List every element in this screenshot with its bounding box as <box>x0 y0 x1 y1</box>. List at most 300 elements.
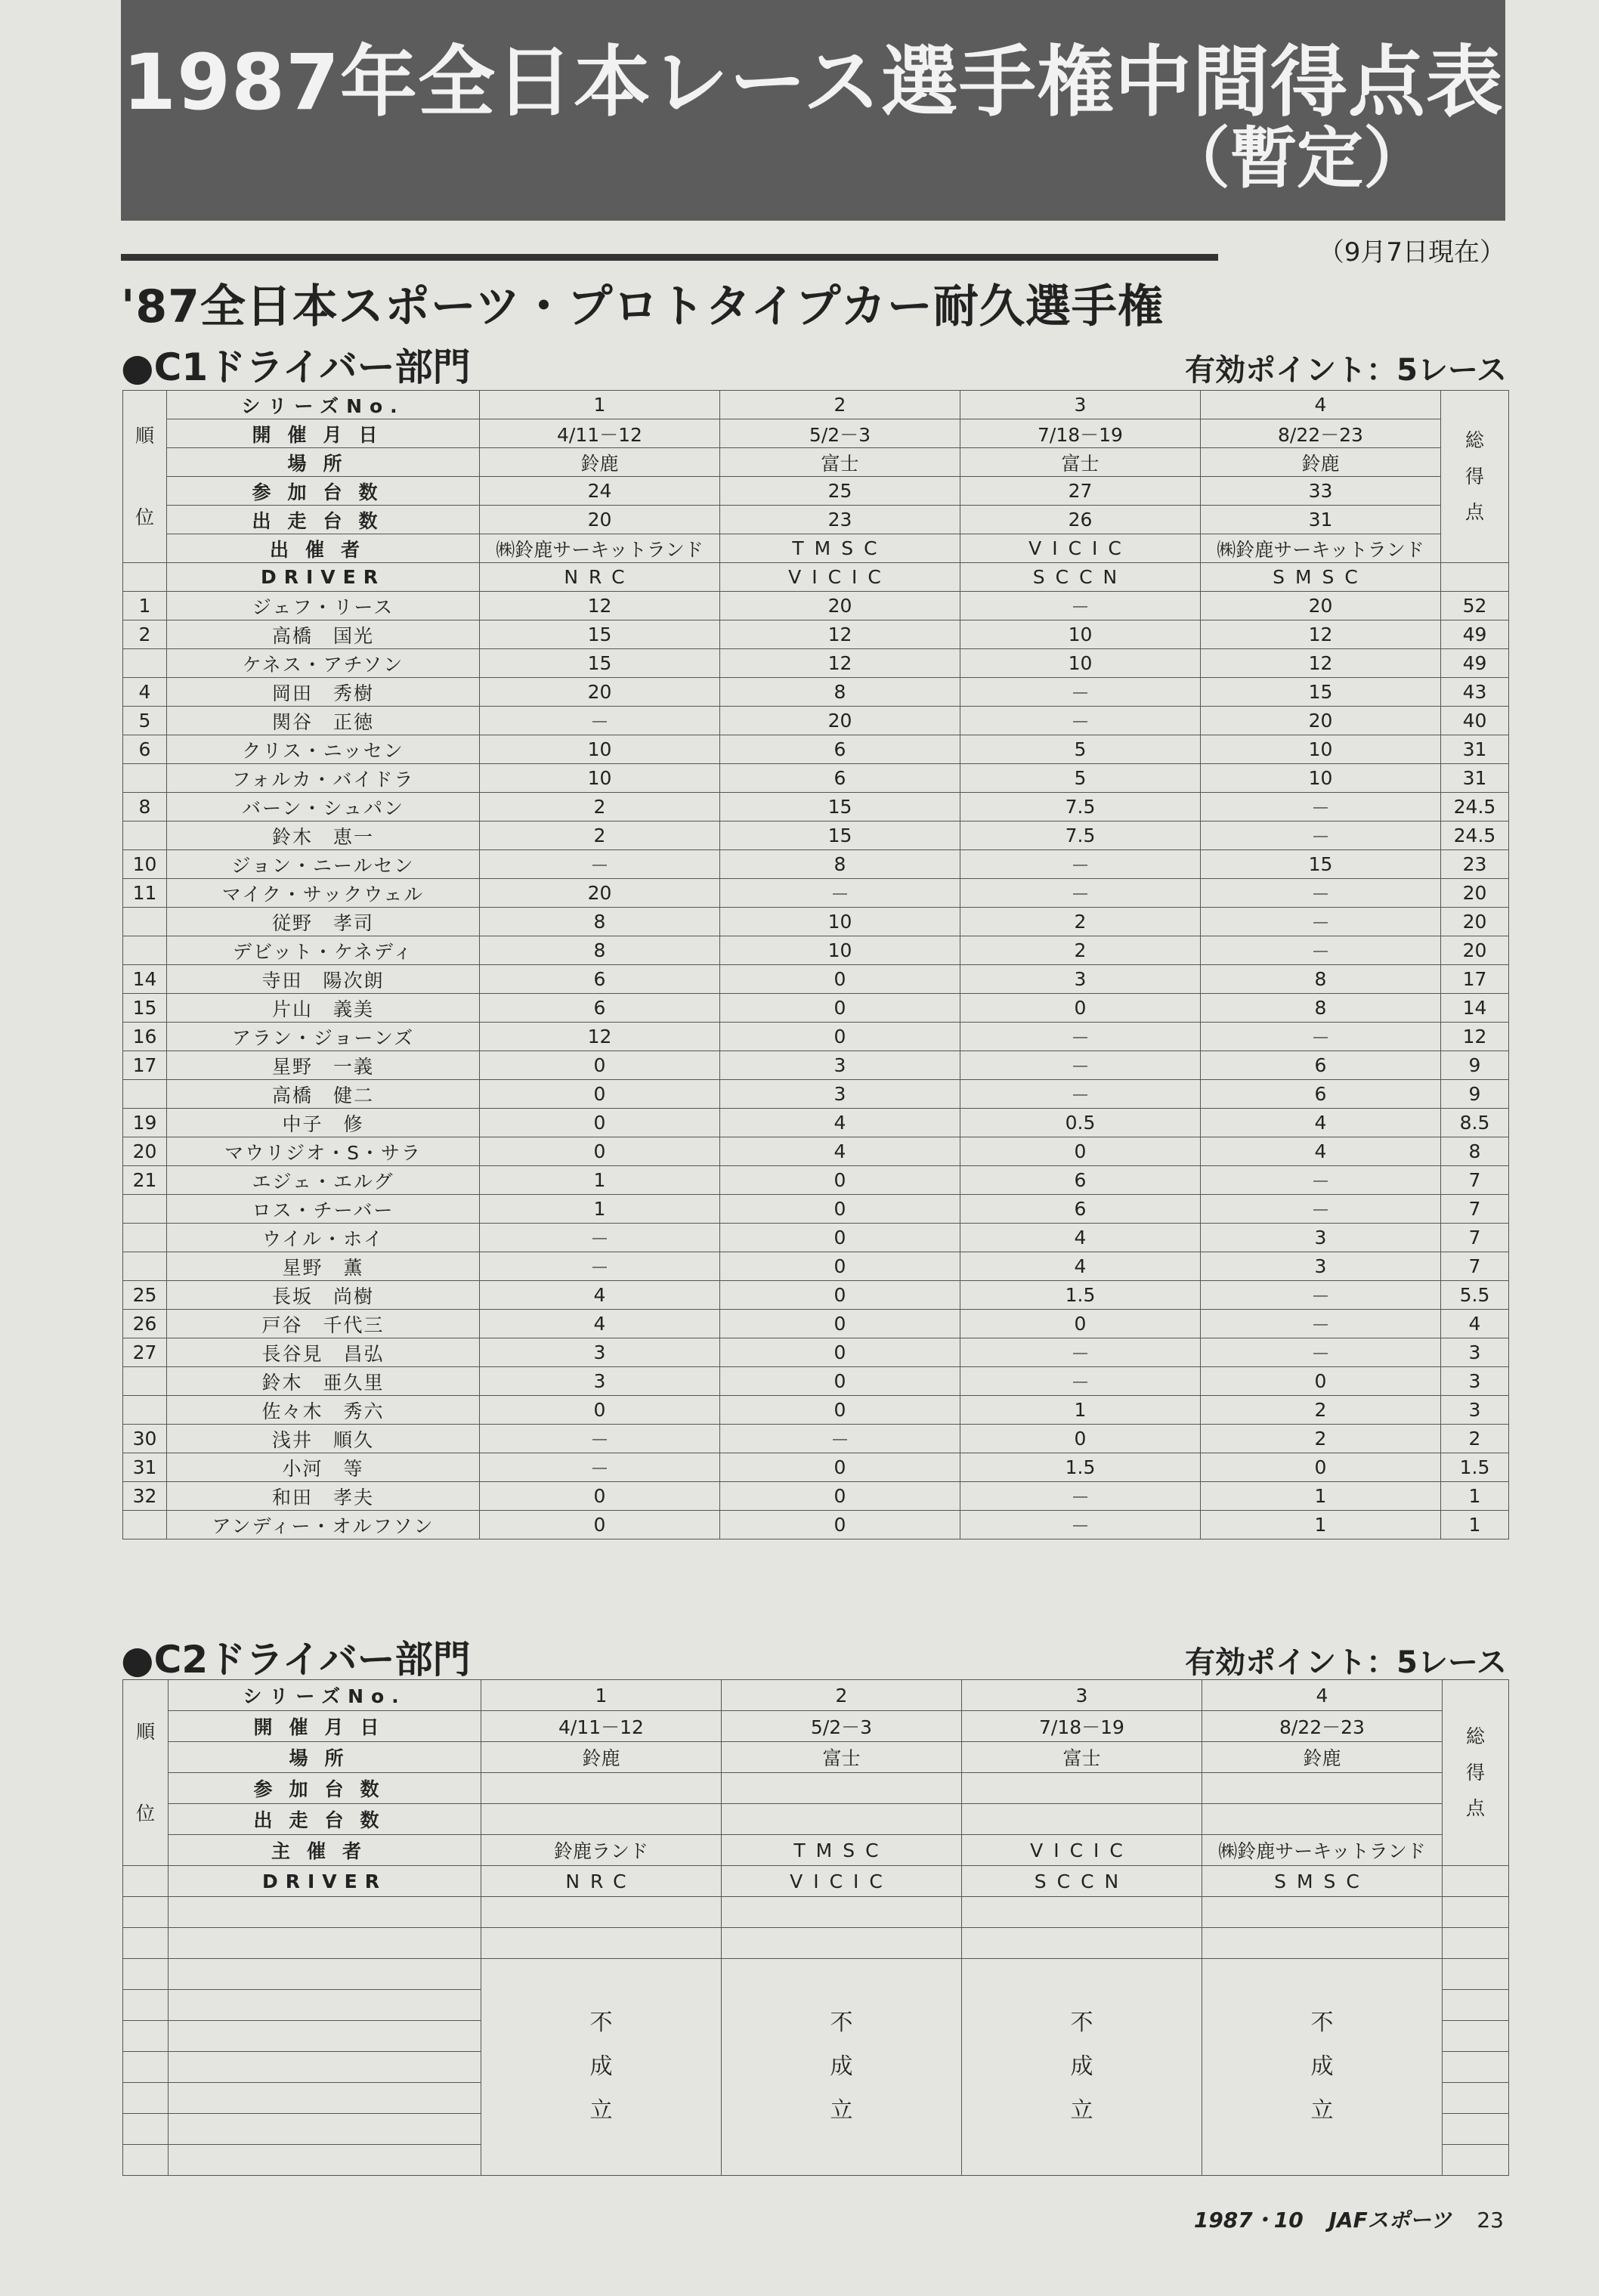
points-race-4: 15 <box>1201 678 1441 707</box>
rank-cell <box>123 2021 169 2052</box>
points-race-3: 1.5 <box>960 1453 1201 1482</box>
total-points: 1.5 <box>1441 1453 1509 1482</box>
points-race-2 <box>722 1928 962 1959</box>
rank-cell: 17 <box>123 1051 167 1080</box>
rank-blank <box>123 1866 169 1897</box>
points-race-1: 2 <box>480 793 720 822</box>
total-points: 49 <box>1441 620 1509 649</box>
driver-name: ロス・チーバー <box>167 1195 480 1224</box>
rank-cell <box>123 1396 167 1425</box>
points-race-1: － <box>480 1224 720 1252</box>
points-race-3: 6 <box>960 1166 1201 1195</box>
points-race-1: 15 <box>480 649 720 678</box>
points-race-4: 0 <box>1201 1367 1441 1396</box>
rank-cell <box>123 1511 167 1539</box>
starters-race-2 <box>722 1804 962 1835</box>
venue-race-4: 鈴鹿 <box>1201 448 1441 477</box>
series-no-race-2: 2 <box>720 391 960 419</box>
points-race-2: 0 <box>720 1310 960 1338</box>
header-row-entries <box>123 1773 1509 1804</box>
rank-cell <box>123 1990 169 2021</box>
points-race-1: 0 <box>480 1396 720 1425</box>
total-blank <box>1443 1866 1509 1897</box>
total-blank <box>1441 563 1509 592</box>
points-race-3 <box>962 1897 1202 1928</box>
divider <box>121 254 1218 261</box>
not-held-race-1 <box>481 1959 722 2176</box>
not-held-char: 成 <box>1070 2053 1093 2080</box>
points-race-3: 0 <box>960 1310 1201 1338</box>
table-row <box>123 620 1509 649</box>
points-race-3: － <box>960 879 1201 908</box>
starters-race-3 <box>962 1804 1202 1835</box>
table-row <box>123 1137 1509 1166</box>
points-race-3: 7.5 <box>960 822 1201 850</box>
not-held-char: 立 <box>1070 2097 1093 2124</box>
points-race-2: 3 <box>720 1051 960 1080</box>
driver-name: ケネス・アチソン <box>167 649 480 678</box>
points-race-3: － <box>960 1367 1201 1396</box>
points-race-3: 6 <box>960 1195 1201 1224</box>
points-race-1: 3 <box>480 1338 720 1367</box>
rank-cell: 16 <box>123 1023 167 1051</box>
rank-cell: 32 <box>123 1482 167 1511</box>
driver-name: ウイル・ホイ <box>167 1224 480 1252</box>
driver-name: バーン・シュパン <box>167 793 480 822</box>
driver-name: 佐々木 秀六 <box>167 1396 480 1425</box>
rank-cell: 26 <box>123 1310 167 1338</box>
rank-cell: 25 <box>123 1281 167 1310</box>
rank-header-bottom: 位 <box>135 1802 155 1824</box>
rank-header-bottom: 位 <box>135 506 154 528</box>
series-no-race-4: 4 <box>1201 391 1441 419</box>
table-row <box>123 1109 1509 1137</box>
title-band <box>121 0 1505 221</box>
not-held-char: 成 <box>589 2053 613 2080</box>
total-points: 3 <box>1441 1396 1509 1425</box>
driver-name <box>169 1928 481 1959</box>
points-race-4: － <box>1201 908 1441 936</box>
total-points <box>1443 1959 1509 1990</box>
header-row-organizer <box>123 1835 1509 1866</box>
points-race-4: 4 <box>1201 1137 1441 1166</box>
event-date-label: 開催月日 <box>167 419 480 448</box>
total-points: 1 <box>1441 1482 1509 1511</box>
organizer-race-4: ㈱鈴鹿サーキットランド <box>1202 1835 1443 1866</box>
magazine-name: JAFスポーツ <box>1328 2208 1452 2233</box>
total-points: 52 <box>1441 592 1509 620</box>
rank-cell <box>123 1080 167 1109</box>
total-points: 1 <box>1441 1511 1509 1539</box>
points-race-4: 20 <box>1201 592 1441 620</box>
rank-cell <box>123 649 167 678</box>
total-points <box>1443 2021 1509 2052</box>
points-race-2: 6 <box>720 735 960 764</box>
total-header <box>1441 391 1509 563</box>
points-race-2: 6 <box>720 764 960 793</box>
c2-standings-table <box>122 1679 1509 2176</box>
total-points: 24.5 <box>1441 822 1509 850</box>
rank-header-top: 順 <box>135 1721 155 1743</box>
header-row-starters <box>123 1804 1509 1835</box>
total-points: 20 <box>1441 936 1509 965</box>
points-race-3: － <box>960 850 1201 879</box>
points-race-2 <box>722 1897 962 1928</box>
points-race-1: － <box>480 850 720 879</box>
rank-cell: 4 <box>123 678 167 707</box>
points-race-3: 3 <box>960 965 1201 994</box>
header-row-entries <box>123 477 1509 506</box>
table-row <box>123 850 1509 879</box>
points-race-4: 2 <box>1201 1396 1441 1425</box>
entries-race-2: 25 <box>720 477 960 506</box>
driver-column-header: DRIVER <box>169 1866 481 1897</box>
points-race-1: 0 <box>480 1051 720 1080</box>
page-footer <box>1194 2204 1504 2234</box>
table-row <box>123 1224 1509 1252</box>
points-race-4: － <box>1201 1166 1441 1195</box>
points-race-3: 10 <box>960 620 1201 649</box>
points-race-1: 8 <box>480 936 720 965</box>
points-race-2: 0 <box>720 1252 960 1281</box>
total-points <box>1443 1928 1509 1959</box>
c1-standings-table <box>122 390 1509 1539</box>
driver-name: 中子 修 <box>167 1109 480 1137</box>
driver-name: 鈴木 恵一 <box>167 822 480 850</box>
table-row <box>123 678 1509 707</box>
page-subtitle: （暫定） <box>1163 119 1430 197</box>
driver-name: デビット・ケネディ <box>167 936 480 965</box>
table-row <box>123 1511 1509 1539</box>
issue-date: 1987・10 <box>1193 2208 1304 2233</box>
starters-label: 出走台数 <box>167 506 480 534</box>
points-race-4: 1 <box>1201 1482 1441 1511</box>
not-held-char: 不 <box>1070 2010 1093 2036</box>
total-points: 7 <box>1441 1166 1509 1195</box>
table-row-empty <box>123 1928 1509 1959</box>
table-row <box>123 822 1509 850</box>
total-points: 31 <box>1441 735 1509 764</box>
table-row <box>123 1252 1509 1281</box>
rank-cell: 21 <box>123 1166 167 1195</box>
total-points: 17 <box>1441 965 1509 994</box>
points-race-4: 8 <box>1201 965 1441 994</box>
event-date-race-1: 4/11－12 <box>481 1711 722 1742</box>
not-held-char: 立 <box>589 2097 613 2124</box>
points-race-1: 20 <box>480 678 720 707</box>
starters-race-1 <box>481 1804 722 1835</box>
points-race-1: － <box>480 1453 720 1482</box>
points-race-2: 0 <box>720 1511 960 1539</box>
points-race-2: 12 <box>720 649 960 678</box>
rank-header <box>123 1680 169 1866</box>
driver-name: 和田 孝夫 <box>167 1482 480 1511</box>
total-points: 5.5 <box>1441 1281 1509 1310</box>
points-race-4: 10 <box>1201 764 1441 793</box>
points-race-1: 4 <box>480 1310 720 1338</box>
starters-label: 出走台数 <box>169 1804 481 1835</box>
driver-name: 鈴木 亜久里 <box>167 1367 480 1396</box>
points-race-1: 12 <box>480 592 720 620</box>
driver-name: ジェフ・リース <box>167 592 480 620</box>
driver-name: 戸谷 千代三 <box>167 1310 480 1338</box>
total-points <box>1443 1990 1509 2021</box>
driver-name: 小河 等 <box>167 1453 480 1482</box>
rank-cell: 10 <box>123 850 167 879</box>
points-race-2: 3 <box>720 1080 960 1109</box>
points-race-2: 0 <box>720 1482 960 1511</box>
total-points <box>1443 2145 1509 2176</box>
table-row <box>123 1453 1509 1482</box>
points-race-4: － <box>1201 822 1441 850</box>
table-row <box>123 1425 1509 1453</box>
rank-cell: 30 <box>123 1425 167 1453</box>
points-race-1: － <box>480 1252 720 1281</box>
total-header-char-3: 点 <box>1464 501 1484 524</box>
points-race-2: 10 <box>720 936 960 965</box>
driver-name: 高橋 国光 <box>167 620 480 649</box>
rank-cell: 19 <box>123 1109 167 1137</box>
points-race-3: 4 <box>960 1224 1201 1252</box>
points-race-1 <box>481 1897 722 1928</box>
championship-title: '87全日本スポーツ・プロトタイプカー耐久選手権 <box>121 280 1164 333</box>
rank-cell: 20 <box>123 1137 167 1166</box>
points-race-4: － <box>1201 793 1441 822</box>
points-race-4: － <box>1201 1195 1441 1224</box>
venue-label: 場所 <box>167 448 480 477</box>
table-row <box>123 965 1509 994</box>
entries-race-4 <box>1202 1773 1443 1804</box>
rank-cell: 31 <box>123 1453 167 1482</box>
points-race-3: 0.5 <box>960 1109 1201 1137</box>
entries-race-3 <box>962 1773 1202 1804</box>
rank-cell <box>123 2114 169 2145</box>
starters-race-4 <box>1202 1804 1443 1835</box>
table-row <box>123 1166 1509 1195</box>
points-race-3: － <box>960 592 1201 620</box>
total-points: 31 <box>1441 764 1509 793</box>
driver-name: マウリジオ・S・サラ <box>167 1137 480 1166</box>
rank-cell: 14 <box>123 965 167 994</box>
driver-name: エジェ・エルグ <box>167 1166 480 1195</box>
points-race-2: 0 <box>720 1453 960 1482</box>
rank-cell: 5 <box>123 707 167 735</box>
as-of-date: （9月7日現在） <box>1318 237 1505 268</box>
organizer-race-4: ㈱鈴鹿サーキットランド <box>1201 534 1441 563</box>
points-race-2: 0 <box>720 1224 960 1252</box>
table-row <box>123 994 1509 1023</box>
points-race-4 <box>1202 1928 1443 1959</box>
sanction-race-3: SCCN <box>962 1866 1202 1897</box>
points-race-4 <box>1202 1897 1443 1928</box>
driver-name <box>169 2114 481 2145</box>
rank-cell: 1 <box>123 592 167 620</box>
driver-name <box>169 1990 481 2021</box>
event-date-label: 開催月日 <box>169 1711 481 1742</box>
event-date-race-4: 8/22－23 <box>1202 1711 1443 1742</box>
organizer-label: 出催者 <box>167 534 480 563</box>
total-points: 12 <box>1441 1023 1509 1051</box>
rank-cell <box>123 908 167 936</box>
not-held-char: 不 <box>1310 2010 1334 2036</box>
points-race-2: 0 <box>720 1338 960 1367</box>
points-race-2: 0 <box>720 1396 960 1425</box>
total-points <box>1443 2083 1509 2114</box>
total-points: 14 <box>1441 994 1509 1023</box>
points-race-1: 8 <box>480 908 720 936</box>
header-row-venue <box>123 1742 1509 1773</box>
header-row-sanction <box>123 1866 1509 1897</box>
organizer-label: 主催者 <box>169 1835 481 1866</box>
venue-race-2: 富士 <box>722 1742 962 1773</box>
driver-name <box>169 1897 481 1928</box>
event-date-race-2: 5/2－3 <box>722 1711 962 1742</box>
table-row <box>123 793 1509 822</box>
not-held-race-4 <box>1202 1959 1443 2176</box>
driver-name <box>169 2021 481 2052</box>
points-race-4: － <box>1201 1023 1441 1051</box>
points-race-4: 8 <box>1201 994 1441 1023</box>
driver-name: マイク・サックウェル <box>167 879 480 908</box>
series-no-race-1: 1 <box>480 391 720 419</box>
points-race-2: 4 <box>720 1109 960 1137</box>
table-row <box>123 1396 1509 1425</box>
total-points: 43 <box>1441 678 1509 707</box>
table-row <box>123 1080 1509 1109</box>
entries-race-3: 27 <box>960 477 1201 506</box>
points-race-1: 0 <box>480 1109 720 1137</box>
driver-name <box>169 2052 481 2083</box>
points-race-1: 1 <box>480 1166 720 1195</box>
total-points: 4 <box>1441 1310 1509 1338</box>
total-points: 7 <box>1441 1224 1509 1252</box>
points-race-1: 10 <box>480 735 720 764</box>
not-held-race-2 <box>722 1959 962 2176</box>
starters-race-1: 20 <box>480 506 720 534</box>
driver-name: アンディー・オルフソン <box>167 1511 480 1539</box>
points-race-4: 20 <box>1201 707 1441 735</box>
points-race-2: 15 <box>720 793 960 822</box>
points-race-3: 1.5 <box>960 1281 1201 1310</box>
series-no-race-1: 1 <box>481 1680 722 1711</box>
table-row <box>123 879 1509 908</box>
header-row-series-no <box>123 1680 1509 1711</box>
driver-name: アラン・ジョーンズ <box>167 1023 480 1051</box>
points-race-4: － <box>1201 1281 1441 1310</box>
points-race-4: 12 <box>1201 649 1441 678</box>
points-race-3: 10 <box>960 649 1201 678</box>
points-race-3: 4 <box>960 1252 1201 1281</box>
points-race-1: 15 <box>480 620 720 649</box>
not-held-char: 不 <box>589 2010 613 2036</box>
points-race-3: 2 <box>960 908 1201 936</box>
rank-cell <box>123 2052 169 2083</box>
series-no-label: シリーズNo. <box>167 391 480 419</box>
total-points: 7 <box>1441 1252 1509 1281</box>
points-race-4: 10 <box>1201 735 1441 764</box>
points-race-4: 3 <box>1201 1252 1441 1281</box>
header-row-series-no <box>123 391 1509 419</box>
rank-cell: 8 <box>123 793 167 822</box>
header-row-sanction <box>123 563 1509 592</box>
total-header-char-1: 総 <box>1464 429 1484 452</box>
driver-name: 寺田 陽次朗 <box>167 965 480 994</box>
points-race-4: 6 <box>1201 1051 1441 1080</box>
points-race-1: 0 <box>480 1080 720 1109</box>
venue-label: 場所 <box>169 1742 481 1773</box>
total-points: 8 <box>1441 1137 1509 1166</box>
points-race-4: 2 <box>1201 1425 1441 1453</box>
total-points <box>1443 2052 1509 2083</box>
event-date-race-1: 4/11－12 <box>480 419 720 448</box>
points-race-4: 12 <box>1201 620 1441 649</box>
entries-race-2 <box>722 1773 962 1804</box>
points-race-4: 4 <box>1201 1109 1441 1137</box>
points-race-2: 4 <box>720 1137 960 1166</box>
driver-name: 星野 一義 <box>167 1051 480 1080</box>
driver-name: 浅井 順久 <box>167 1425 480 1453</box>
sanction-race-4: SMSC <box>1202 1866 1443 1897</box>
venue-race-4: 鈴鹿 <box>1202 1742 1443 1773</box>
total-points: 9 <box>1441 1080 1509 1109</box>
total-points: 3 <box>1441 1367 1509 1396</box>
points-race-1: － <box>480 1425 720 1453</box>
rank-blank <box>123 563 167 592</box>
points-race-4: 0 <box>1201 1453 1441 1482</box>
points-race-4: 1 <box>1201 1511 1441 1539</box>
points-race-2: 0 <box>720 1195 960 1224</box>
organizer-race-2: TMSC <box>720 534 960 563</box>
rank-cell: 11 <box>123 879 167 908</box>
rank-cell <box>123 2145 169 2176</box>
points-race-4: 6 <box>1201 1080 1441 1109</box>
table-row <box>123 908 1509 936</box>
driver-name <box>169 2083 481 2114</box>
organizer-race-3: VICIC <box>962 1835 1202 1866</box>
points-race-3: － <box>960 707 1201 735</box>
entries-label: 参加台数 <box>169 1773 481 1804</box>
sanction-race-1: NRC <box>480 563 720 592</box>
driver-name: フォルカ・バイドラ <box>167 764 480 793</box>
points-race-3: － <box>960 1511 1201 1539</box>
table-row-empty <box>123 1959 1509 1990</box>
points-race-3: 7.5 <box>960 793 1201 822</box>
event-date-race-3: 7/18－19 <box>962 1711 1202 1742</box>
points-race-4: 15 <box>1201 850 1441 879</box>
points-race-1: 3 <box>480 1367 720 1396</box>
series-no-label: シリーズNo. <box>169 1680 481 1711</box>
driver-name: 岡田 秀樹 <box>167 678 480 707</box>
points-race-1 <box>481 1928 722 1959</box>
points-race-3: － <box>960 678 1201 707</box>
points-race-2: 20 <box>720 592 960 620</box>
starters-race-2: 23 <box>720 506 960 534</box>
driver-name: 片山 義美 <box>167 994 480 1023</box>
points-race-4: － <box>1201 1338 1441 1367</box>
entries-race-1 <box>481 1773 722 1804</box>
driver-name: ジョン・ニールセン <box>167 850 480 879</box>
page-number: 23 <box>1477 2208 1504 2233</box>
points-race-1: 20 <box>480 879 720 908</box>
not-held-char: 不 <box>830 2010 853 2036</box>
total-points: 23 <box>1441 850 1509 879</box>
table-row <box>123 735 1509 764</box>
rank-cell <box>123 2083 169 2114</box>
table-row <box>123 649 1509 678</box>
table-row <box>123 707 1509 735</box>
rank-cell <box>123 1367 167 1396</box>
points-race-2: 0 <box>720 1166 960 1195</box>
